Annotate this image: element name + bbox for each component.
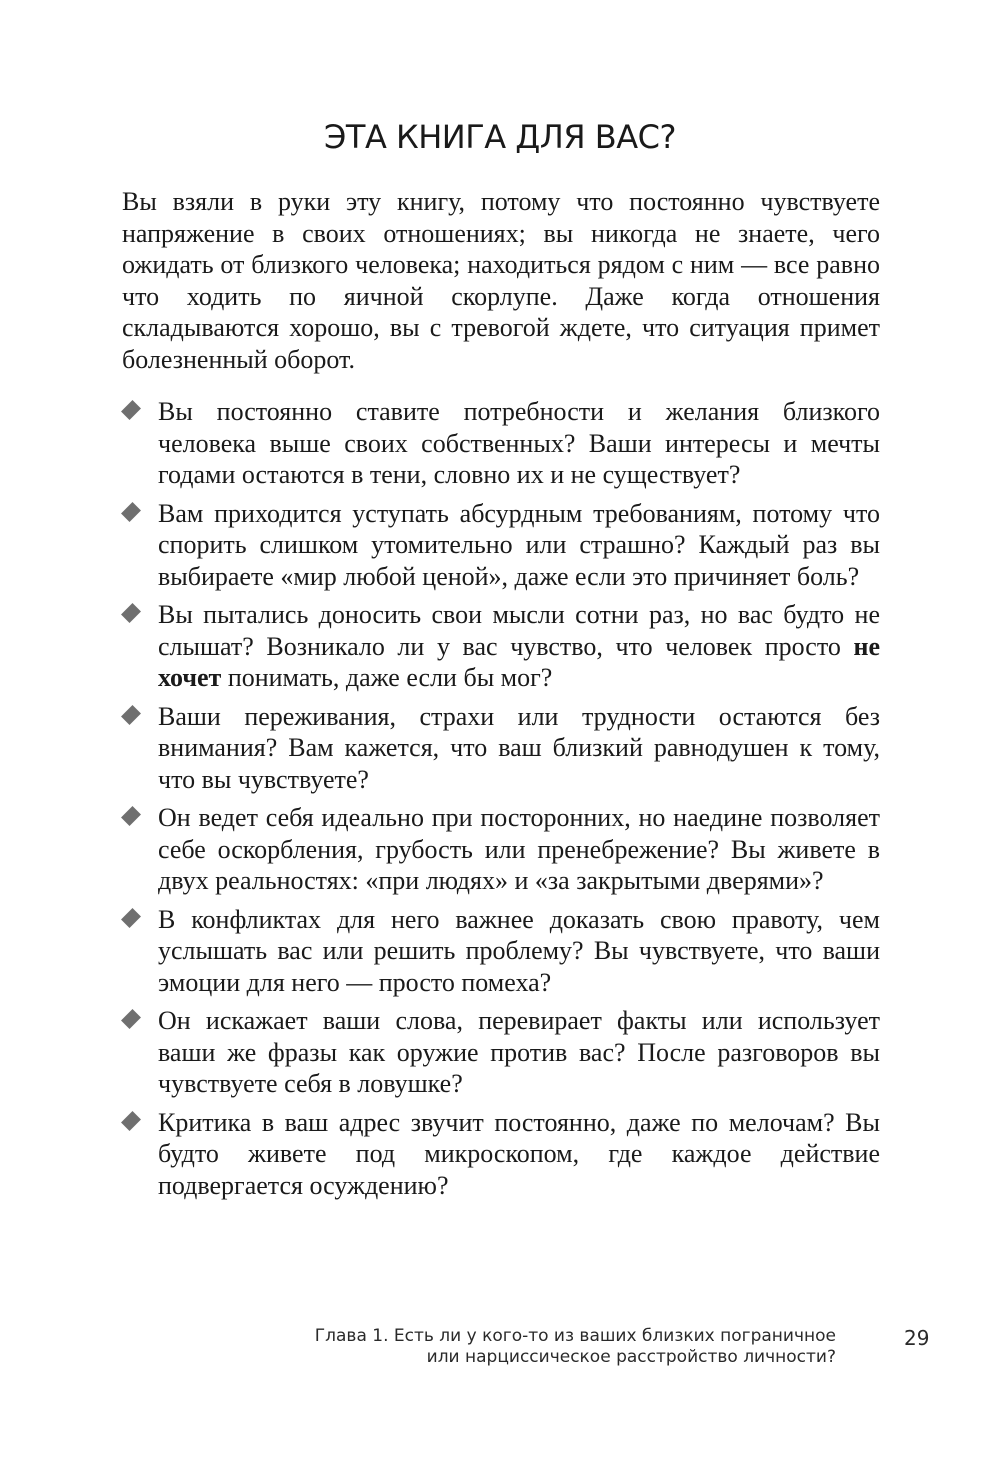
list-item [122,1107,880,1202]
list-item-bold-text: не хочет [158,631,880,692]
list-item [122,802,880,897]
diamond-bullet-icon [121,603,141,623]
list-item-text: Вы постоянно ставите потребности и желания близкого человека выше своих собственных? Ваши интересы и мечты годами остаются в тени, словно их и не существует? [158,397,880,489]
list-item [122,396,880,491]
list-item [122,701,880,796]
footer-line-2: или нарциссическое расстройство личности? [426,1347,836,1367]
page-number: 29 [904,1326,930,1350]
diamond-bullet-icon [121,502,141,522]
intro-paragraph: Вы взяли в руки эту книгу, потому что постоянно чувствуете напряжение в своих отношениях; вы никогда не знаете, чего ожидать от близкого человека; находиться рядом с ним — все равно что ходить по яичной скорлупе. Даже когда отношения складываются хорошо, вы с тревогой ждете, что ситуация примет болезненный оборот. [122,187,880,374]
diamond-bullet-icon [121,1111,141,1131]
diamond-bullet-icon [121,1009,141,1029]
diamond-bullet-icon [121,908,141,928]
list-item-text-before: Вы пытались доносить свои мысли сотни раз, но вас будто не слышат? Возникало ли у вас чувство, что человек просто [158,600,880,661]
section-heading: ЭТА КНИГА ДЛЯ ВАС? [324,118,676,156]
diamond-bullet-icon [121,806,141,826]
list-item-text: В конфликтах для него важнее доказать свою правоту, чем услышать вас или решить проблему? Вы чувствуете, что ваши эмоции для него — просто помеха? [158,904,880,997]
list-item [122,904,880,999]
list-item-text-after: понимать, даже если бы мог? [221,663,553,692]
list-item-text: Ваши переживания, страхи или трудности остаются без внимания? Вам кажется, что ваш близкий равнодушен к тому, что вы чувствуете? [158,701,880,794]
list-item [122,599,880,694]
list-item-text: Он искажает ваши слова, перевирает факты или использует ваши же фразы как оружие против вас? После разговоров вы чувствуете себя в ловушке? [158,1006,880,1098]
list-item-text: Вам приходится уступать абсурдным требованиям, потому что спорить слишком утомительно или страшно? Каждый раз вы выбираете «мир любой ценой», даже если это причиняет боль? [158,498,880,591]
list-item-text: Критика в ваш адрес звучит постоянно, даже по мелочам? Вы будто живете под микроскопом, где каждое действие подвергается осуждению? [158,1107,880,1200]
diamond-bullet-icon [121,705,141,725]
bullet-list [122,396,880,1208]
footer-line-1: Глава 1. Есть ли у кого-то из ваших близких пограничное [314,1326,836,1346]
list-item-text: Он ведет себя идеально при посторонних, но наедине позволяет себе оскорбления, грубость или пренебрежение? Вы живете в двух реальностях: «при людях» и «за закрытыми дверями»? [158,803,880,895]
list-item [122,1005,880,1100]
diamond-bullet-icon [121,400,141,420]
running-footer [236,1326,836,1368]
list-item [122,498,880,593]
